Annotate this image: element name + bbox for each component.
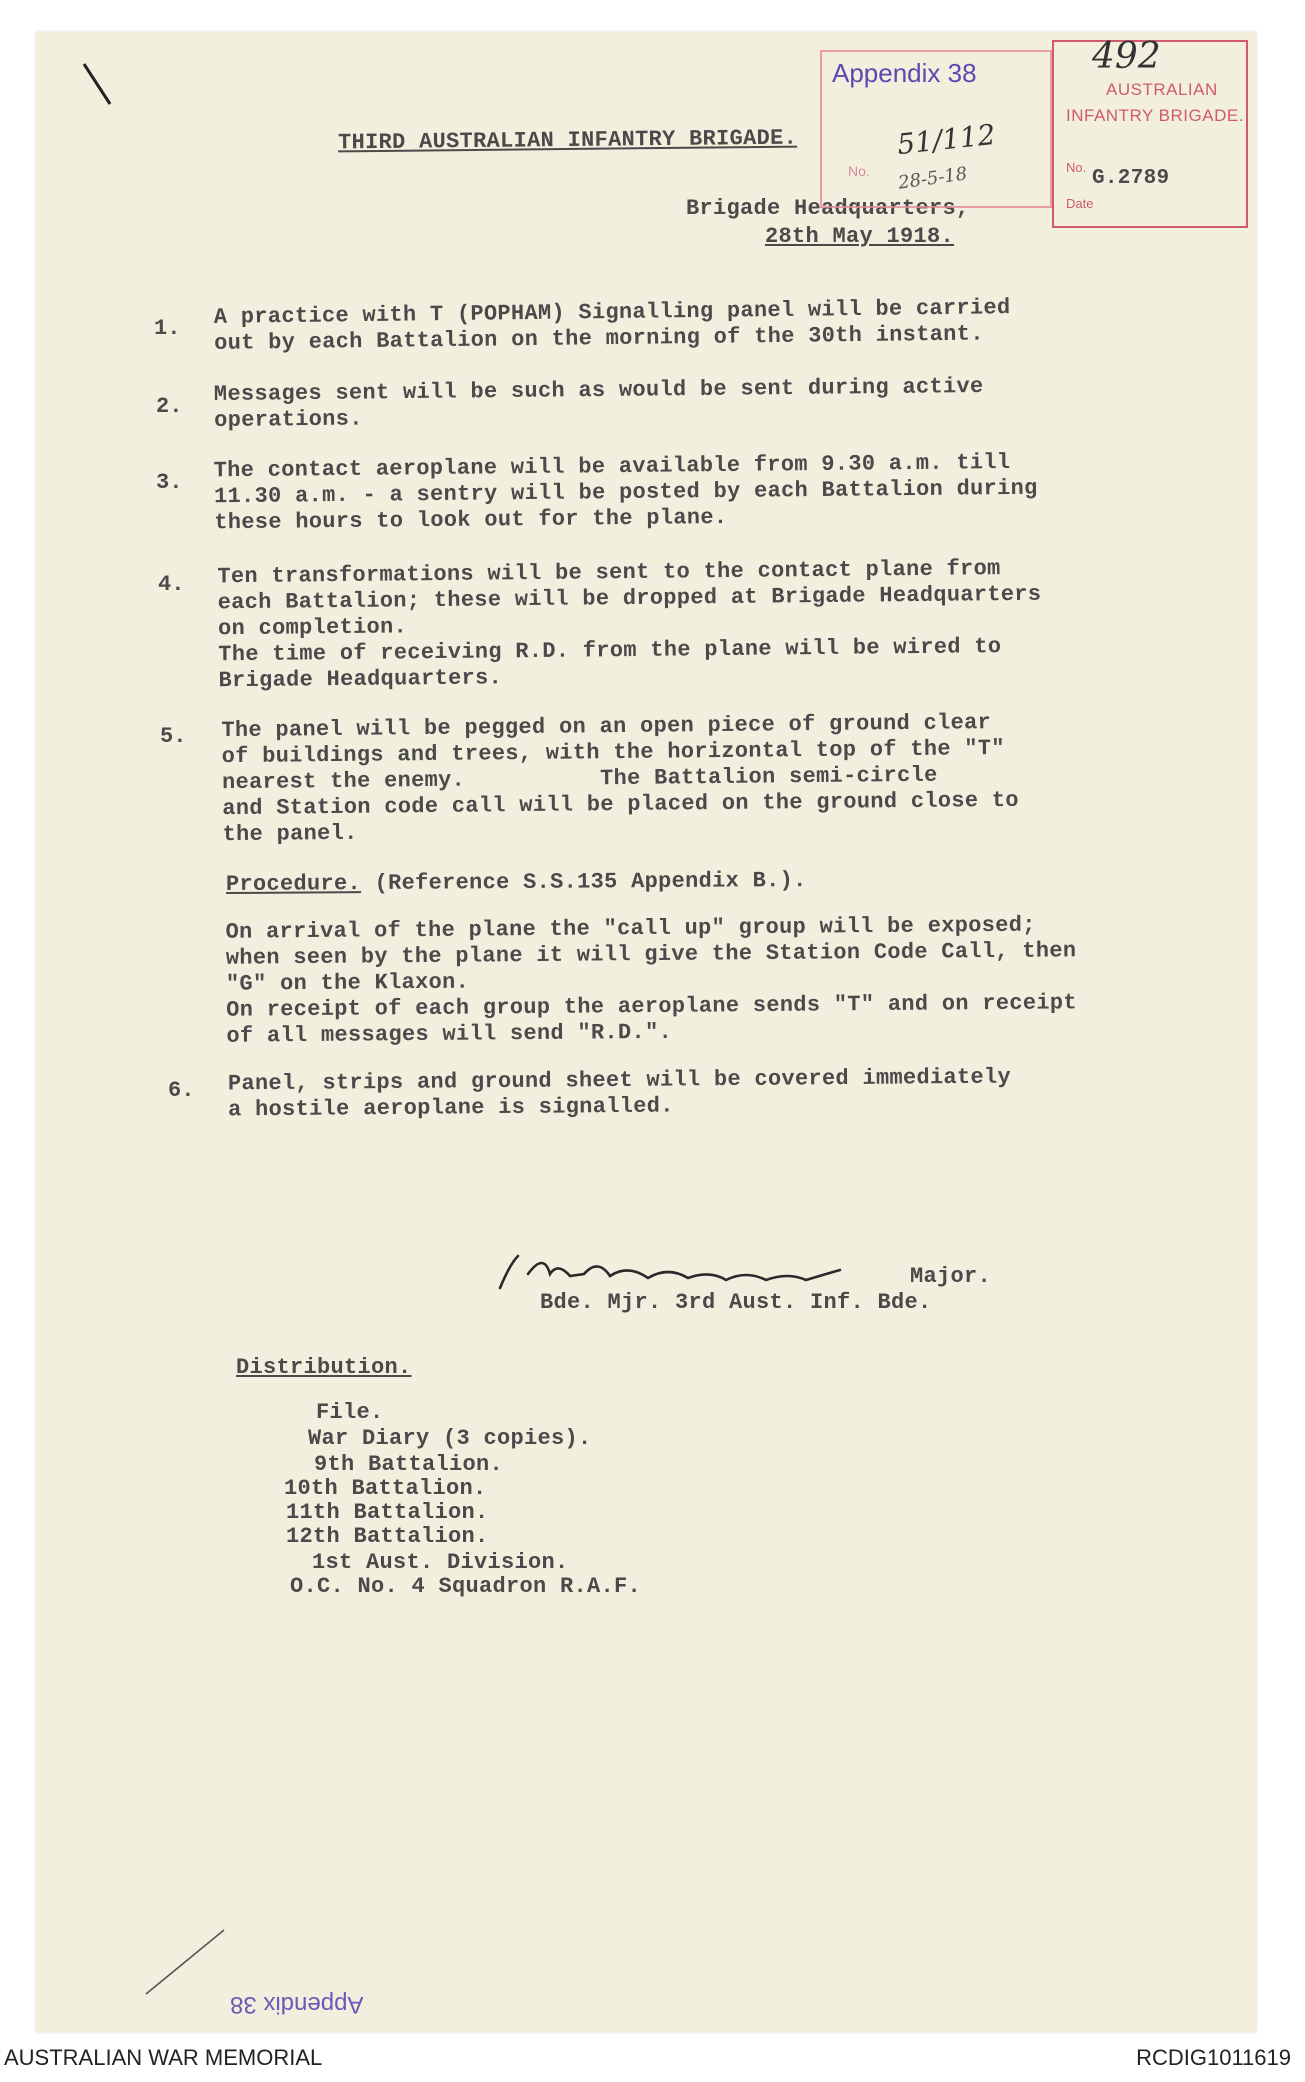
brigade-stamp-number: G.2789 — [1092, 167, 1170, 190]
brigade-stamp-no-label: No. — [1066, 160, 1087, 175]
document-date: 28th May 1918. — [765, 224, 955, 249]
procedure-reference: (Reference S.S.135 Appendix B.). — [360, 867, 807, 897]
item-number-1: 1. — [154, 316, 181, 341]
item-text-1: A practice with T (POPHAM) Signalling panel will be carried out by each Battalion on the morning of the 30th instant. — [213, 295, 1011, 356]
item-text-4: Ten transformations will be sent to the contact plane from each Battalion; these will be dropped at Brigade Headquarters on completion. The time of receiving R.D. from the plane will be wired to Brigade Headquarters. — [217, 556, 1042, 694]
brigade-stamp-date-label: Date — [1066, 196, 1094, 211]
signature-rank: Major. — [910, 1264, 992, 1289]
received-stamp-date: 28-5-18 — [896, 163, 969, 194]
item-text-3: The contact aeroplane will be available from 9.30 a.m. till 11.30 a.m. - a sentry will be posted by each Battalion during these hours to look out for the plane. — [213, 449, 1038, 536]
received-stamp-number: 51/112 — [895, 117, 997, 162]
appendix-stamp-bottom: Appendix 38 — [230, 1991, 364, 2018]
item-number-6: 6. — [168, 1078, 195, 1103]
brigade-title: THIRD AUSTRALIAN INFANTRY BRIGADE. — [337, 125, 798, 156]
item-number-5: 5. — [160, 724, 187, 749]
distribution-item: 12th Battalion. — [286, 1524, 489, 1549]
brigade-stamp-line2: INFANTRY BRIGADE. — [1066, 106, 1244, 125]
appendix-stamp-top: Appendix 38 — [832, 58, 977, 88]
brigade-stamp-line1: AUSTRALIAN — [1106, 80, 1218, 99]
folio-number: 492 — [1092, 36, 1161, 77]
item-number-4: 4. — [158, 572, 185, 597]
distribution-item: 1st Aust. Division. — [312, 1550, 569, 1575]
item-number-3: 3. — [156, 470, 183, 495]
headquarters-line: Brigade Headquarters, — [686, 196, 970, 221]
distribution-item: 9th Battalion. — [314, 1452, 504, 1477]
distribution-item: O.C. No. 4 Squadron R.A.F. — [290, 1574, 642, 1599]
distribution-item: File. — [316, 1400, 384, 1425]
item-text-6: Panel, strips and ground sheet will be covered immediately a hostile aeroplane is signalled. — [227, 1064, 1012, 1123]
item-number-2: 2. — [156, 394, 183, 419]
footer-reference: RCDIG1011619 — [1136, 2045, 1291, 2070]
footer-institution: AUSTRALIAN WAR MEMORIAL — [4, 2045, 323, 2070]
procedure-line — [226, 868, 807, 898]
distribution-heading: Distribution. — [236, 1355, 412, 1380]
distribution-item: War Diary (3 copies). — [308, 1426, 592, 1451]
distribution-item: 10th Battalion. — [284, 1476, 487, 1501]
procedure-heading: Procedure. — [225, 871, 362, 898]
margin-pencil-mark — [80, 60, 120, 110]
item-text-2: Messages sent will be such as would be sent during active operations. — [213, 373, 984, 434]
signature-title: Bde. Mjr. 3rd Aust. Inf. Bde. — [540, 1290, 932, 1315]
item-text-5: The panel will be pegged on an open piece of ground clear of buildings and trees, with the horizontal top of the "T" nearest the enemy. The Battalion semi-circle and Station code call will be placed on the ground close to the panel. — [221, 710, 1020, 848]
bottom-pencil-mark — [140, 1920, 240, 2000]
distribution-item: 11th Battalion. — [286, 1500, 489, 1525]
received-stamp-no-label: No. — [848, 163, 870, 179]
procedure-text: On arrival of the plane the "call up" group will be exposed; when seen by the plane it will give the Station Code Call, then "G" on the Klaxon. On receipt of each group the aeroplane sends "T" and on receipt of all messages will send "R.D.". — [225, 912, 1077, 1049]
